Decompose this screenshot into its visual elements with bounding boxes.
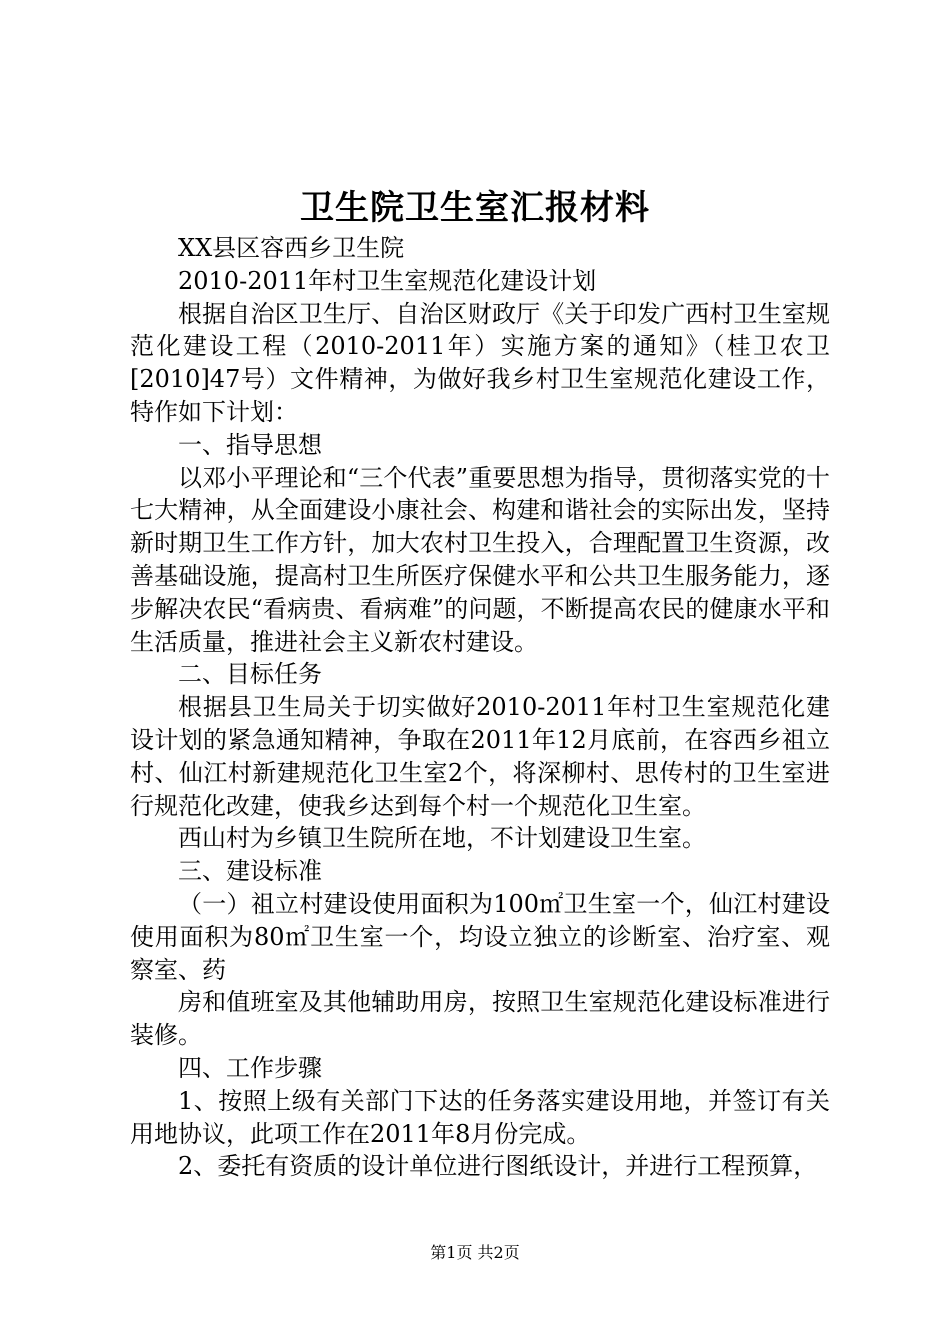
paragraph-goals: 根据县卫生局关于切实做好2010-2011年村卫生室规范化建设计划的紧急通知精神，争取在2011年12月底前，在容西乡祖立村、仙江村新建规范化卫生室2个，将深柳村、思传村的卫生室进行规范化改建，使我乡达到每个村一个规范化卫生室。 (130, 693, 830, 820)
paragraph-intro: 根据自治区卫生厅、自治区财政厅《关于印发广西村卫生室规范化建设工程（2010-2011年）实施方案的通知》（桂卫农卫[2010]47号）文件精神，为做好我乡村卫生室规范化建设工作，特作如下计划： (130, 299, 830, 426)
paragraph-plan-title: 2010-2011年村卫生室规范化建设计划 (178, 266, 597, 295)
section-heading-guiding-thought: 一、指导思想 (178, 430, 322, 459)
paragraph-standards-1: （一）祖立村建设使用面积为100㎡卫生室一个，仙江村建设使用面积为80㎡卫生室一个，均设立独立的诊断室、治疗室、观察室、药 (130, 889, 830, 984)
section-heading-steps: 四、工作步骤 (178, 1053, 322, 1082)
paragraph-standards-2: 房和值班室及其他辅助用房，按照卫生室规范化建设标准进行装修。 (130, 988, 830, 1050)
paragraph-guiding-thought: 以邓小平理论和“三个代表”重要思想为指导，贯彻落实党的十七大精神，从全面建设小康社会、构建和谐社会的实际出发，坚持新时期卫生工作方针，加大农村卫生投入，合理配置卫生资源，改善基础设施，提高村卫生所医疗保健水平和公共卫生服务能力，逐步解决农民“看病贵、看病难”的问题，不断提高农民的健康水平和生活质量，推进社会主义新农村建设。 (130, 463, 830, 656)
paragraph-step-2: 2、委托有资质的设计单位进行图纸设计，并进行工程预算， (178, 1152, 818, 1181)
section-heading-standards: 三、建设标准 (178, 857, 322, 886)
document-body (130, 232, 830, 1183)
paragraph-xishan: 西山村为乡镇卫生院所在地，不计划建设卫生室。 (178, 824, 706, 853)
paragraph-org: XX县区容西乡卫生院 (178, 234, 405, 262)
paragraph-step-1: 1、按照上级有关部门下达的任务落实建设用地，并签订有关用地协议，此项工作在2011年8月份完成。 (130, 1086, 830, 1148)
document-title: 卫生院卫生室汇报材料 (300, 188, 650, 228)
page-footer: 第1页 共2页 (430, 1243, 520, 1262)
section-heading-goals: 二、目标任务 (178, 660, 322, 689)
